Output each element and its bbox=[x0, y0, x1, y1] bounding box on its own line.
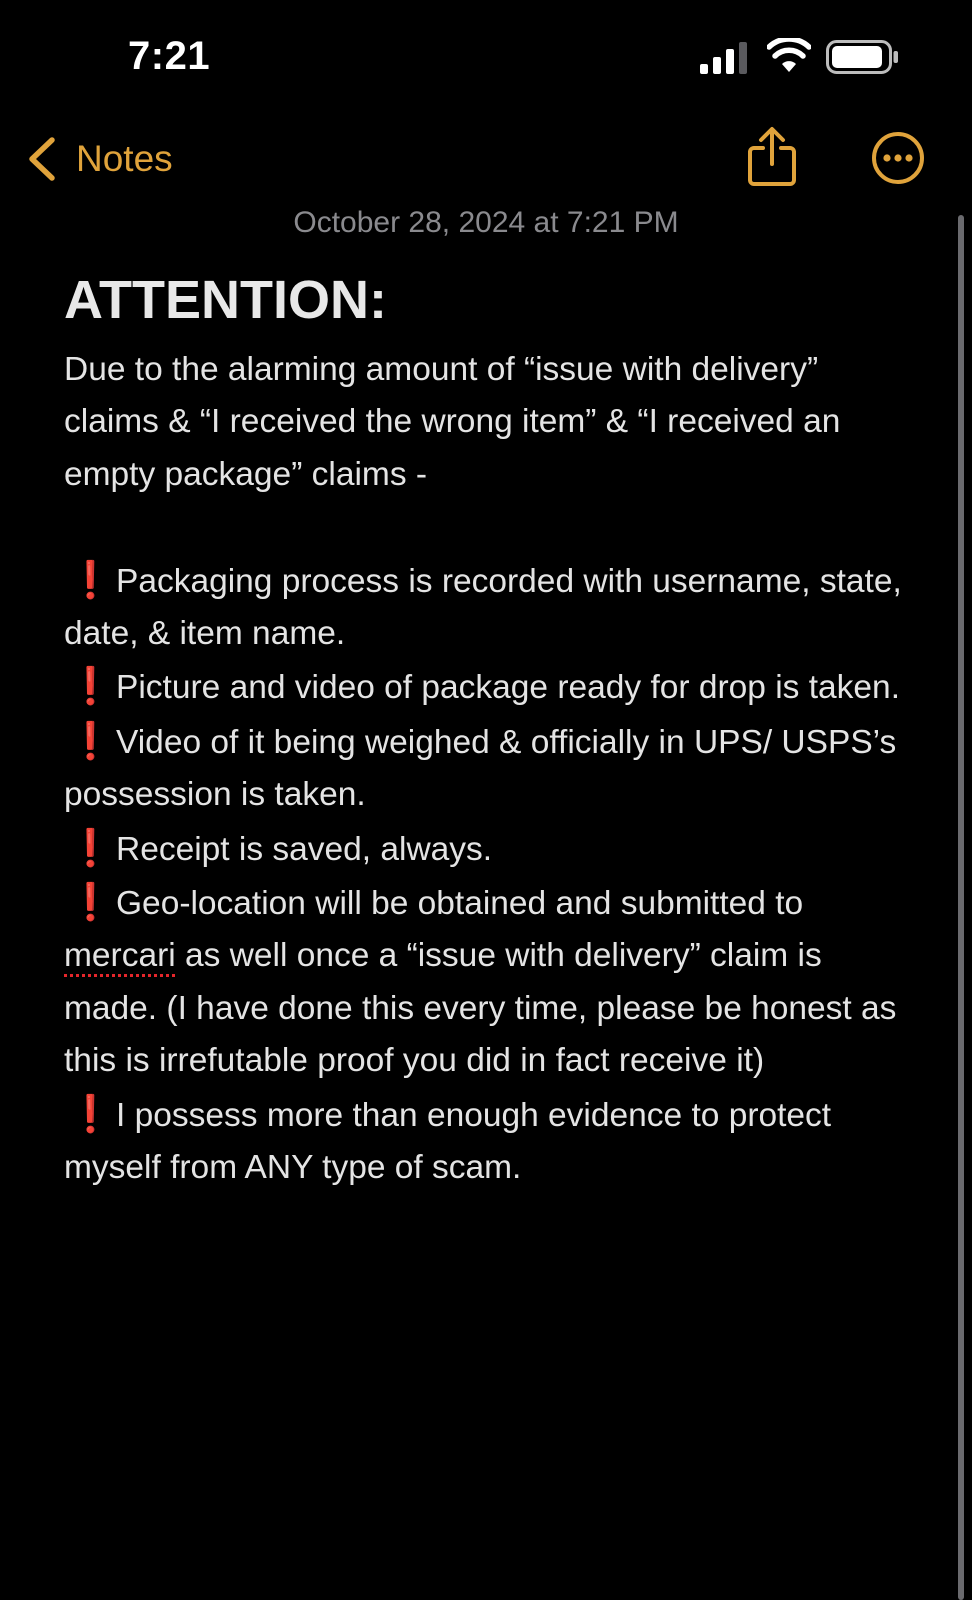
red-exclamation-icon: ❗ bbox=[68, 881, 113, 923]
bullet-item bbox=[64, 554, 904, 661]
intro-paragraph: Due to the alarming amount of “issue with delivery” claims & “I received the wrong item” & “I received an empty package” claims - bbox=[64, 351, 841, 493]
bullet-text: I possess more than enough evidence to protect myself from ANY type of scam. bbox=[64, 1096, 832, 1187]
note-date: October 28, 2024 at 7:21 PM bbox=[293, 206, 679, 239]
bullet-item bbox=[64, 715, 904, 822]
nav-bar bbox=[0, 120, 972, 198]
share-icon[interactable] bbox=[746, 126, 798, 188]
red-exclamation-icon: ❗ bbox=[68, 719, 113, 761]
bullet-item-geo-location bbox=[64, 876, 904, 1088]
bullet-text: Picture and video of package ready for drop is taken. bbox=[116, 669, 900, 707]
status-time: 7:21 bbox=[128, 34, 211, 78]
red-exclamation-icon: ❗ bbox=[68, 1092, 113, 1134]
more-options-icon[interactable] bbox=[870, 130, 926, 186]
battery-icon bbox=[826, 40, 900, 74]
red-exclamation-icon: ❗ bbox=[68, 665, 113, 707]
back-label: Notes bbox=[76, 138, 173, 179]
note-text bbox=[64, 344, 904, 1194]
misspelled-word[interactable]: mercari bbox=[64, 937, 176, 975]
blank-line bbox=[64, 501, 904, 553]
bullet-item bbox=[64, 1088, 904, 1195]
chevron-left-icon bbox=[26, 136, 58, 182]
wifi-icon bbox=[767, 38, 811, 74]
bullet-text-before: Geo-location will be obtained and submitted to bbox=[116, 885, 804, 923]
bullet-item bbox=[64, 660, 904, 714]
cellular-signal-icon bbox=[700, 42, 750, 74]
scrollbar[interactable] bbox=[958, 215, 964, 1600]
back-button[interactable] bbox=[26, 128, 173, 190]
note-body[interactable] bbox=[64, 268, 904, 1194]
red-exclamation-icon: ❗ bbox=[68, 826, 113, 868]
status-bar bbox=[0, 0, 972, 110]
bullet-text: Receipt is saved, always. bbox=[116, 830, 493, 868]
red-exclamation-icon: ❗ bbox=[68, 558, 113, 600]
note-title: ATTENTION: bbox=[64, 270, 387, 330]
bullet-item bbox=[64, 822, 904, 876]
bullet-text: Packaging process is recorded with username, state, date, & item name. bbox=[64, 562, 902, 653]
bullet-text: Video of it being weighed & officially in UPS/ USPS’s possession is taken. bbox=[64, 723, 897, 814]
bullet-text-after: as well once a “issue with delivery” claim is made. (I have done this every time, please be honest as this is irrefutable proof you did in fact receive it) bbox=[64, 937, 897, 1080]
